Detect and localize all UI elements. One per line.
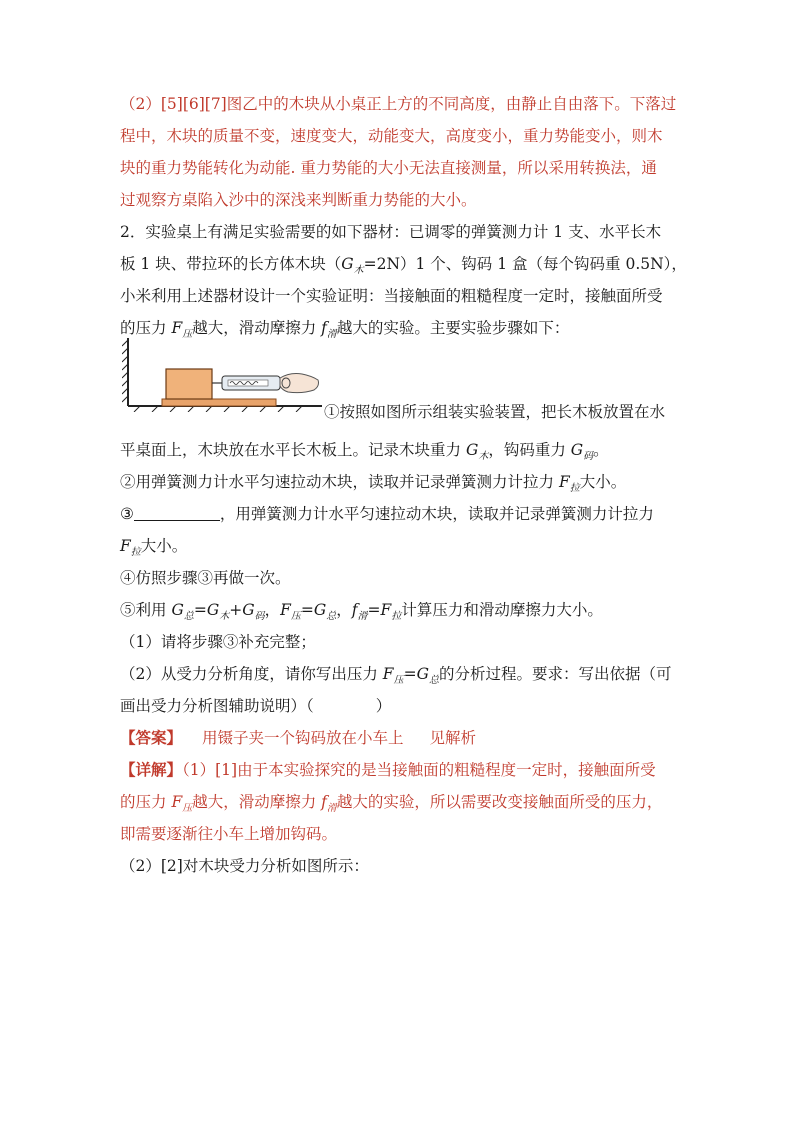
step-3-line-1: ③ ，用弹簧测力计水平匀速拉动木块，读取并记录弹簧测力计拉力	[120, 498, 680, 530]
question-line-2: 板 1 块、带拉环的长方体木块$(G_木=2N)1$ 个、钩码 1 盒（每个钩码重 0.5N），	[120, 255, 687, 276]
step-1-line-2: 平桌面上，木块放在水平长木板上。记录木块重力 $G_木$，钩码重力 $G_码$。	[120, 441, 609, 462]
question-line-3: 小米利用上述器材设计一个实验证明：当接触面的粗糙程度一定时，接触面所受	[120, 287, 663, 305]
answer-tag: 【答案】	[120, 728, 183, 747]
document-page	[120, 88, 687, 882]
answer-1: 用镊子夹一个钩码放在小车上	[202, 729, 404, 747]
sub-question-2-line-2: 画出受力分析图辅助说明）（ ）	[120, 697, 392, 715]
answer-2: 见解析	[429, 729, 477, 747]
step-3-blank[interactable]	[134, 502, 220, 521]
step-3-line-2: $F_拉$大小。	[120, 537, 188, 558]
prev-line-2: 程中，木块的质量不变，速度变大，动能变大，高度变小，重力势能变小，则木	[120, 127, 663, 145]
detail-line-1: 【详解】（1）[1]由于本实验探究的是当接触面的粗糙程度一定时，接触面所受	[120, 760, 656, 779]
step-1-with-figure	[120, 344, 680, 434]
prev-line-3: 块的重力势能转化为动能. 重力势能的大小无法直接测量，所以采用转换法，通	[120, 159, 657, 177]
answer-line	[120, 722, 680, 754]
step-1-line-1: ①按照如图所示组装实验装置，把长木板放置在水	[324, 403, 666, 421]
detail-line-2: 的压力 $F_压$越大，滑动摩擦力 $f_滑$越大的实验，所以需要改变接触面所受的压力，	[120, 793, 663, 814]
question-2	[120, 216, 687, 344]
step-4: ④仿照步骤③再做一次。	[120, 569, 291, 587]
experiment-apparatus-icon	[122, 336, 327, 412]
prev-line-4: 过观察方桌陷入沙中的深浅来判断重力势能的大小。	[120, 191, 477, 209]
previous-answer	[120, 88, 680, 216]
prev-line-1: （2）[5][6][7]图乙中的木块从小桌正上方的不同高度，由静止自由落下。下落过	[120, 95, 677, 113]
question-line-4: 的压力 $F_压$越大，滑动摩擦力 $f_滑$越大的实验。主要实验步骤如下：	[120, 319, 570, 340]
detail-section	[120, 754, 680, 850]
sub-question-1: （1）请将步骤③补充完整；	[120, 633, 316, 651]
detail-tag: 【详解】	[120, 760, 183, 779]
detail-line-4: （2）[2]对木块受力分析如图所示：	[120, 857, 369, 875]
step-2: ②用弹簧测力计水平匀速拉动木块，读取并记录弹簧测力计拉力 $F_拉$大小。	[120, 473, 627, 494]
question-line-1: 2．实验桌上有满足实验需要的如下器材：已调零的弹簧测力计 1 支、水平长木	[120, 223, 662, 241]
sub-question-2-line-1: （2）从受力分析角度，请你写出压力 $F_压=G_总$的分析过程。要求：写出依据（可	[120, 665, 672, 686]
step-5: ⑤利用 $G_总=G_木+G_码$，$F_压=G_总$，$f_滑=F_拉$计算压力和滑动摩擦力大小。	[120, 601, 603, 622]
detail-line-3: 即需要逐渐往小车上增加钩码。	[120, 825, 338, 843]
